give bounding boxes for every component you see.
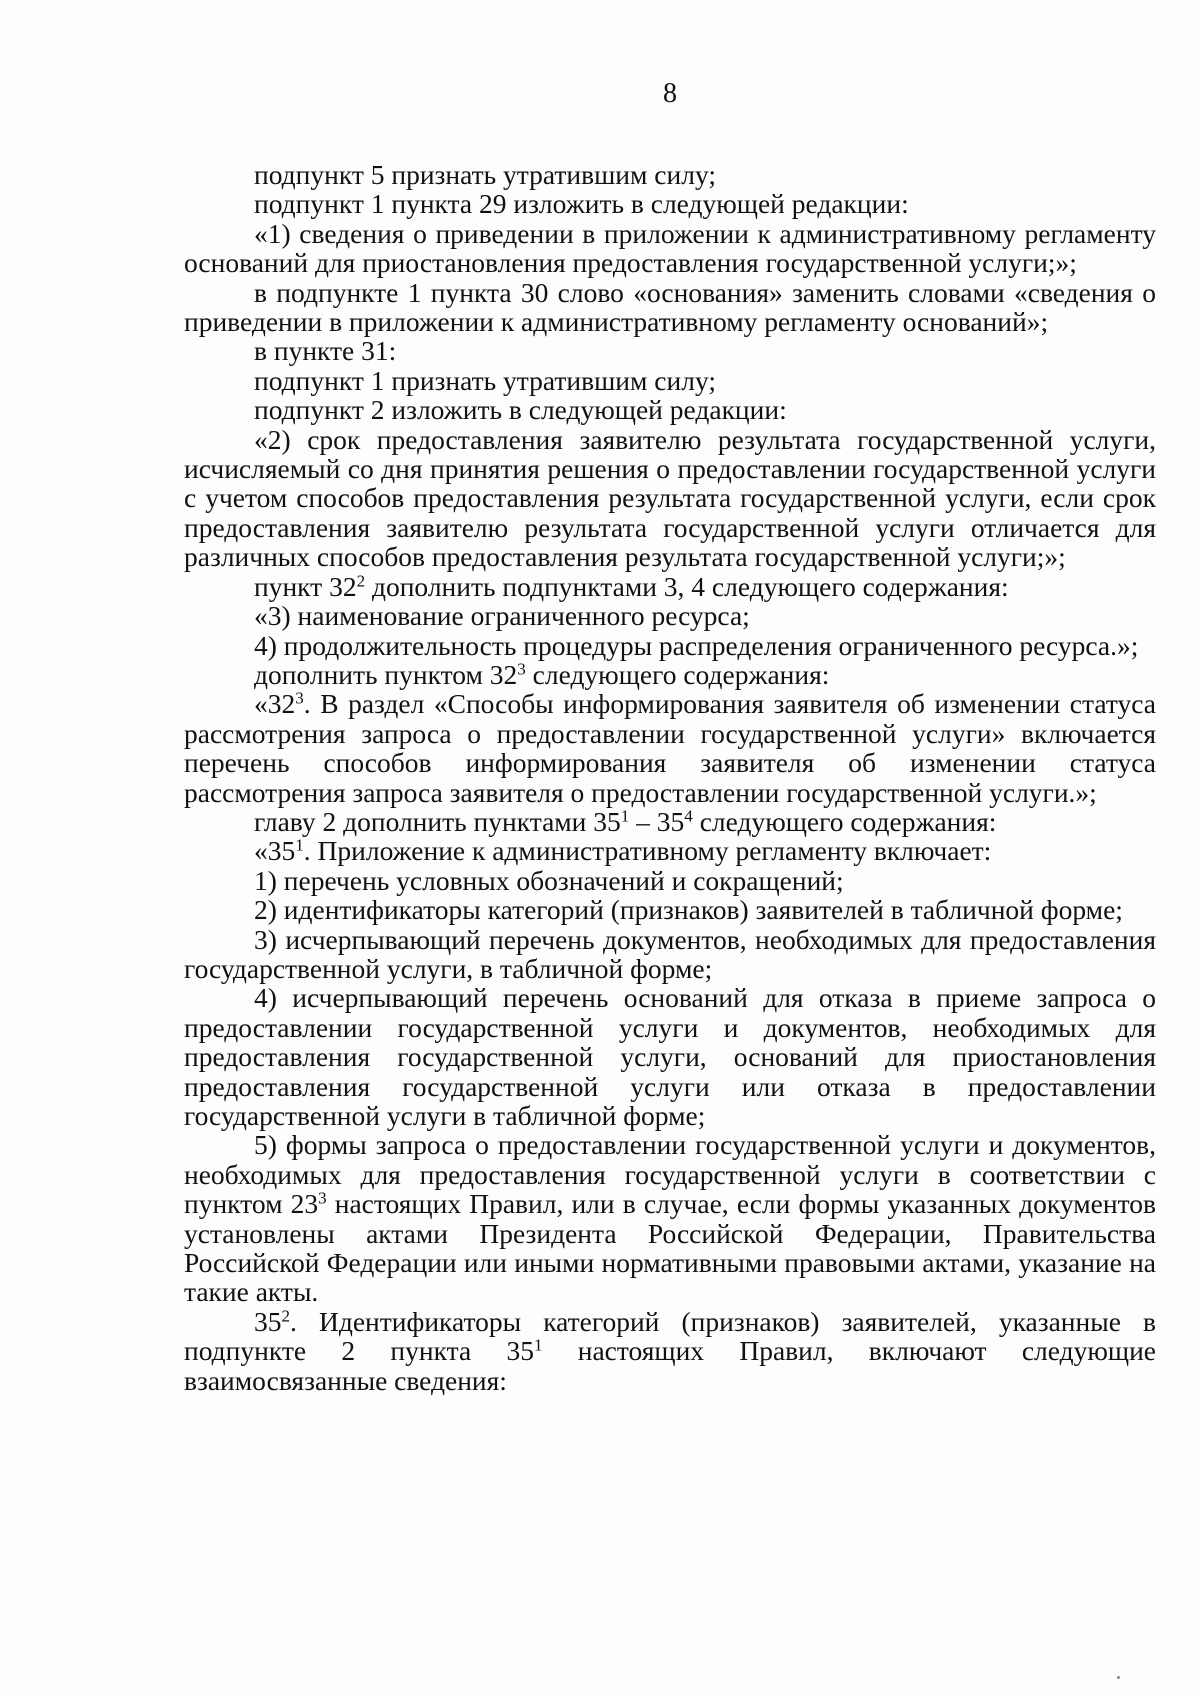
paragraph-text: «35 [254, 835, 296, 867]
paragraph: 4) продолжительность процедуры распределения ограниченного ресурса.»; [254, 629, 1139, 661]
paragraph: подпункт 2 изложить в следующей редакции: [254, 394, 787, 426]
scan-dot [1117, 1676, 1120, 1679]
paragraph [184, 836, 1156, 865]
paragraph: 2) идентификаторы категорий (признаков) заявителей в табличной форме; [254, 894, 1123, 926]
paragraph [184, 807, 1156, 836]
paragraph-text: настоящих Правил, включают следующие взаимосвязанные сведения: [184, 1335, 1157, 1396]
superscript: 3 [318, 1188, 327, 1208]
paragraph: 3) исчерпывающий перечень документов, необходимых для предоставления государственной услуги, в табличной форме; [184, 923, 1156, 984]
paragraph-text: следующего содержания: [525, 658, 830, 690]
paragraph [184, 1307, 1156, 1395]
paragraph: «1) сведения о приведении в приложении к административному регламенту оснований для приостановления предоставления государственной услуги;»; [184, 217, 1156, 279]
paragraph: подпункт 1 пункта 29 изложить в следующей редакции: [254, 188, 909, 220]
paragraph: 4) исчерпывающий перечень оснований для отказа в приеме запроса о предоставлении государственной услуги и документов, необходимых для предоставления государственной услуги, оснований для приостановления предоставления государственной услуги или отказа в предоставлении государственной услуги в табличной форме; [184, 982, 1156, 1131]
paragraph-text: следующего содержания: [692, 805, 997, 837]
paragraph: 1) перечень условных обозначений и сокращений; [254, 864, 844, 896]
paragraph: «2) срок предоставления заявителю результата государственной услуги, исчисляемый со дня принятия решения о предоставлении государственной услуги с учетом способов предоставления результата государственной услуги, если срок предоставления заявителю результата государственной услуги отличается для различных способов предоставления результата государственной услуги;»; [184, 423, 1156, 573]
superscript: 1 [533, 1335, 543, 1355]
paragraph-text: главу 2 дополнить пунктами 35 [254, 805, 621, 837]
superscript: 4 [684, 806, 693, 826]
superscript: 3 [295, 688, 304, 708]
paragraph-text: . В раздел «Способы информирования заявителя об изменении статуса рассмотрения запроса о предоставлении государственной услуги» включается перечень способов информирования заявителя об изменении статуса рассмотрения запроса заявителя о предоставлении государственной услуги.»; [184, 688, 1156, 808]
document-body [184, 160, 1156, 1395]
superscript: 1 [620, 806, 630, 826]
paragraph: подпункт 1 признать утратившим силу; [254, 364, 716, 396]
paragraph [184, 1130, 1156, 1306]
paragraph-text: пункт 32 [254, 570, 357, 602]
paragraph: «3) наименование ограниченного ресурса; [254, 600, 750, 632]
paragraph: в пункте 31: [254, 335, 397, 367]
paragraph-text: 35 [254, 1305, 282, 1337]
paragraph [184, 689, 1156, 807]
paragraph-text: «32 [254, 688, 296, 720]
paragraph: в подпункте 1 пункта 30 слово «основания» заменить словами «сведения о приведении в приложении к административному регламенту оснований»; [184, 276, 1156, 338]
paragraph [184, 660, 1156, 689]
paragraph-text: . Приложение к административному регламенту включает: [303, 835, 992, 867]
paragraph: подпункт 5 признать утратившим силу; [254, 159, 716, 190]
paragraph [184, 572, 1156, 601]
paragraph-text: . Идентификаторы категорий (признаков) заявителей, указанные в подпункте 2 пункта 35 [184, 1305, 1156, 1367]
superscript: 2 [356, 571, 366, 591]
page-number: 8 [663, 78, 677, 109]
paragraph-text: 5) формы запроса о предоставлении государственной услуги и документов, необходимых для предоставления государственной услуги в соответствии с пунктом 23 [184, 1129, 1156, 1220]
paragraph-text: – 35 [629, 805, 685, 837]
paragraph-text: настоящих Правил, или в случае, если формы указанных документов установлены актами Президента Российской Федерации, Правительства Российской Федерации или иными нормативными правовыми актами, указание на такие акты. [184, 1188, 1156, 1308]
paragraph-text: дополнить пунктом 32 [254, 658, 518, 690]
superscript: 2 [281, 1306, 291, 1326]
superscript: 1 [295, 835, 304, 855]
paragraph-text: дополнить подпунктами 3, 4 следующего содержания: [365, 570, 1009, 602]
superscript: 3 [517, 659, 526, 679]
